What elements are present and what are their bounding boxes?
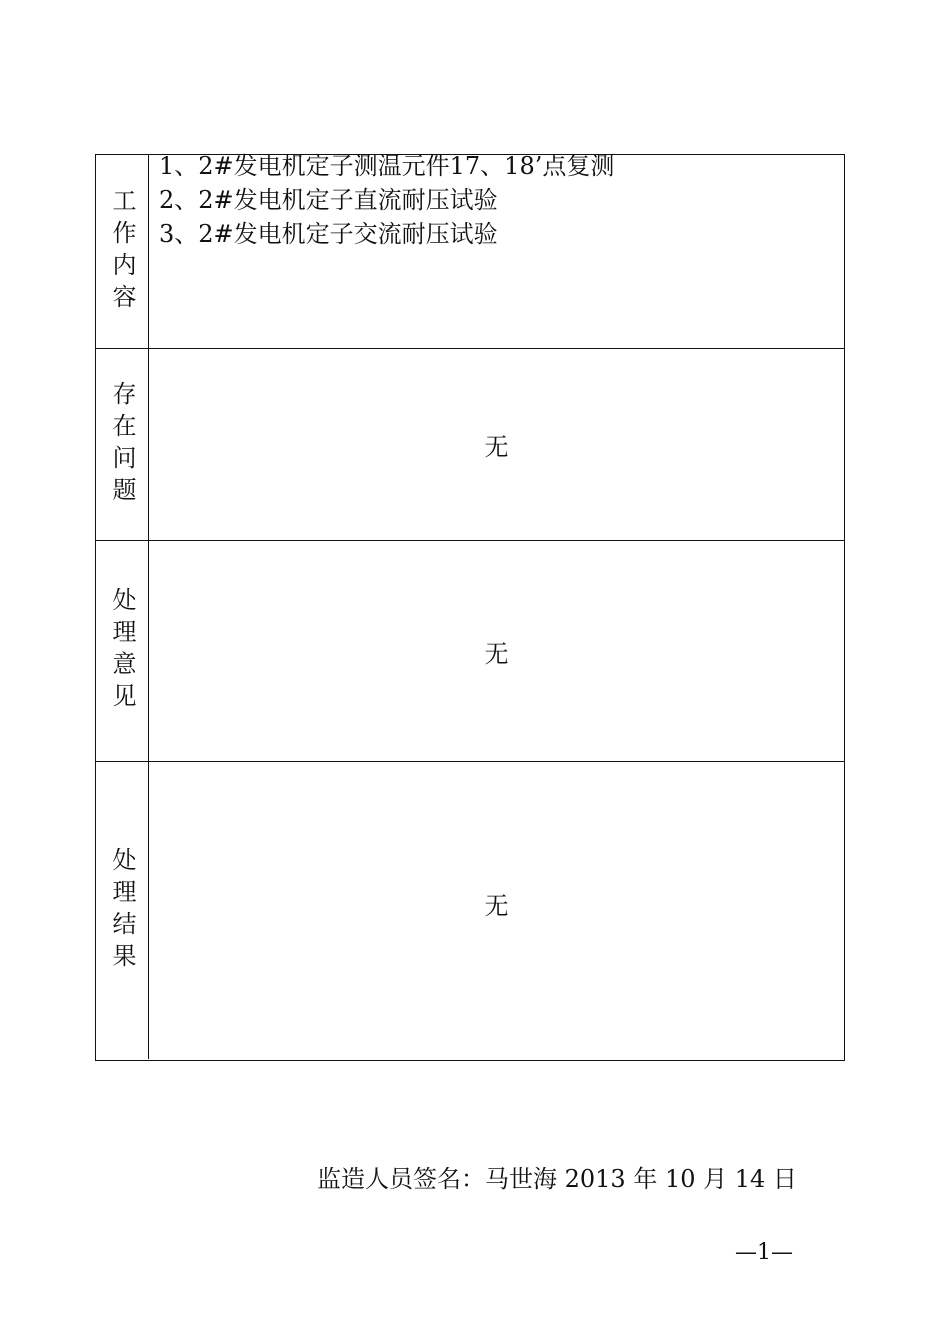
label-cell (96, 762, 149, 1059)
label-cell (96, 155, 149, 348)
page-number: —1— (735, 1240, 793, 1265)
row-work-content (96, 152, 844, 348)
signature-line: 监造人员签名：马世海 2013 年 10 月 14 日 (317, 1165, 797, 1193)
row-label-work-content: 工作内容 (108, 187, 136, 316)
row-label-handling-opinion: 处理意见 (108, 587, 136, 715)
row-existing-problems (96, 348, 844, 540)
row-label-handling-result: 处理结果 (108, 846, 136, 975)
row-handling-result (96, 761, 844, 1059)
work-item: 2、2#发电机定子直流耐压试验 (159, 186, 498, 214)
row-handling-opinion (96, 540, 844, 761)
handling-result-value: 无 (484, 892, 509, 920)
report-table (95, 154, 845, 1061)
work-item: 3、2#发电机定子交流耐压试验 (159, 220, 498, 248)
label-cell (96, 541, 149, 761)
row-label-existing-problems: 存在问题 (108, 380, 136, 509)
handling-opinion-value: 无 (484, 639, 509, 668)
work-item: 1、2#发电机定子测温元件17、18’点复测 (159, 152, 615, 180)
work-content-cell (149, 152, 844, 348)
work-item-list (149, 149, 844, 251)
existing-problems-value: 无 (484, 433, 509, 461)
label-cell (96, 349, 149, 540)
